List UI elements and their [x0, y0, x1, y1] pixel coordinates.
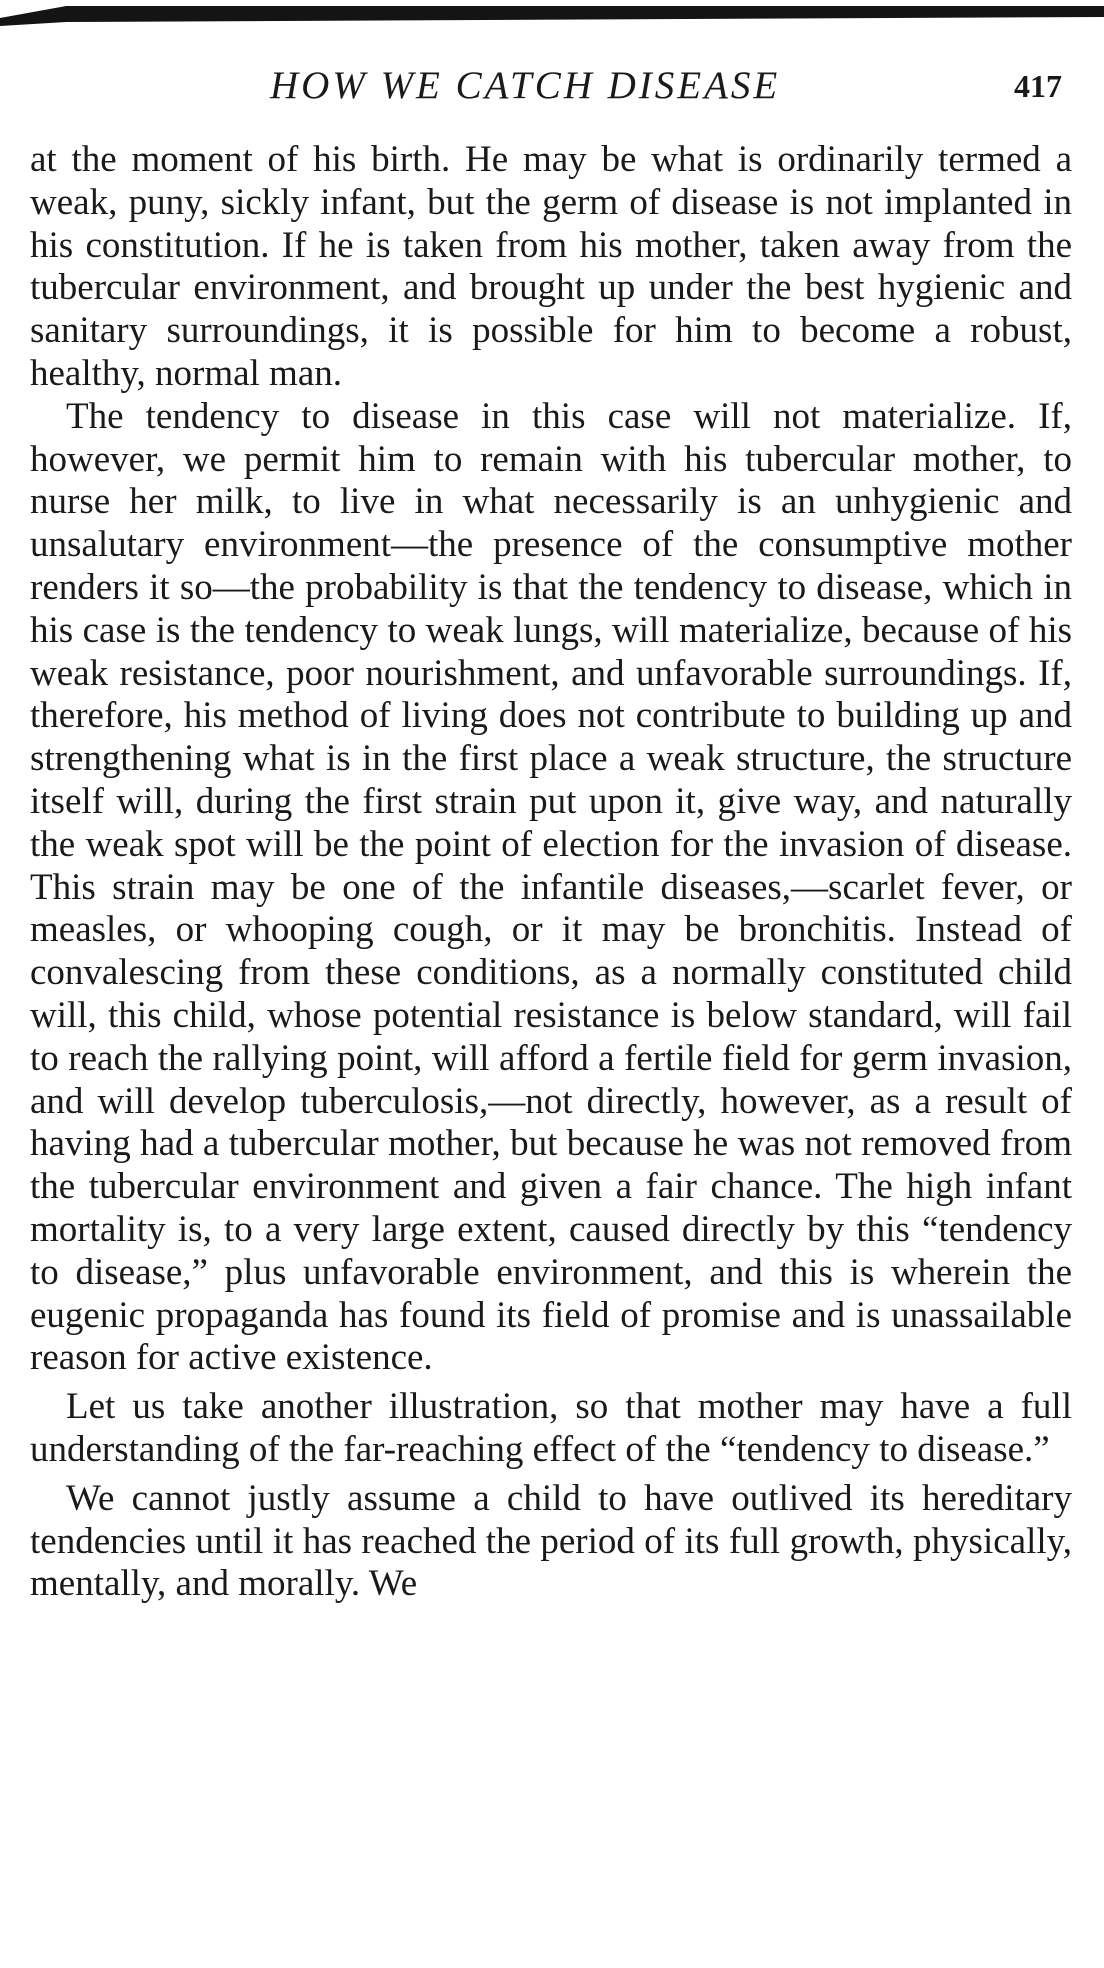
top-rule [0, 6, 1104, 26]
page-header [0, 62, 1104, 110]
paragraph-3: Let us take another illustration, so that mother may have a full understanding of the far-reaching effect of the “tendency to disease.” [30, 1386, 1072, 1470]
running-title: HOW WE CATCH DISEASE [270, 64, 781, 107]
paragraph-4: We cannot justly assume a child to have outlived its hereditary tendencies until it has reached the period of its full growth, physically, mentally, and morally. We [30, 1477, 1072, 1605]
body-text [30, 139, 1072, 1606]
paragraph-2: The tendency to disease in this case will not materialize. If, however, we permit him to remain with his tubercular mother, to nurse her milk, to live in what necessarily is an unhygienic and unsalutary environment—the presence of the consumptive mother renders it so—the probability is that the tendency to disease, which in his case is the tendency to weak lungs, will materialize, because of his weak resistance, poor nourishment, and unfavorable surroundings. If, therefore, his method of living does not contribute to building up and strengthening what is in the first place a weak structure, the structure itself will, during the first strain put upon it, give way, and naturally the weak spot will be the point of election for the invasion of disease. This strain may be one of the infantile diseases,—scarlet fever, or measles, or whooping cough, or it may be bronchitis. Instead of convalescing from these conditions, as a normally constituted child will, this child, whose potential resistance is below standard, will fail to reach the rallying point, will afford a fertile field for germ invasion, and will develop tuberculosis,—not directly, however, as a result of having had a tubercular mother, but because he was not removed from the tubercular environment and given a fair chance. The high infant mortality is, to a very large extent, caused directly by this “tendency to disease,” plus unfavorable environment, and this is wherein the eugenic propaganda has found its field of promise and is unassailable reason for active existence. [30, 395, 1072, 1379]
paragraph-1: at the moment of his birth. He may be what is ordinarily termed a weak, puny, sickly infant, but the germ of disease is not implanted in his constitution. If he is taken from his mother, taken away from the tubercular environment, and brought up under the best hygienic and sanitary surroundings, it is possible for him to become a robust, healthy, normal man. [30, 139, 1072, 394]
page-number: 417 [1014, 68, 1062, 104]
